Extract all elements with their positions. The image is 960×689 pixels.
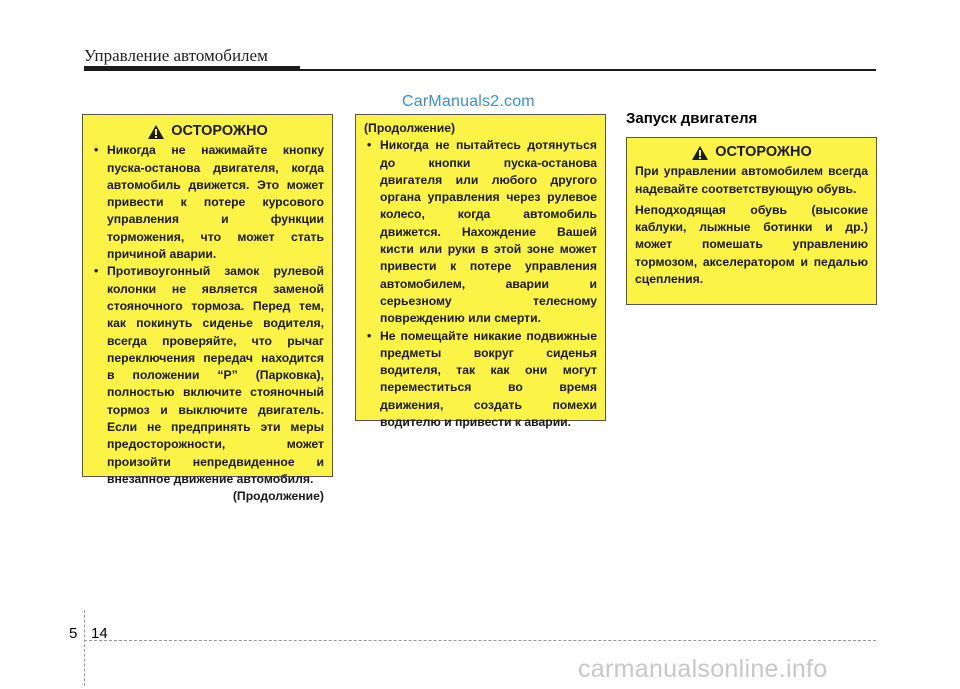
continued-label: (Продолжение) xyxy=(232,489,324,504)
warning-box-middle xyxy=(355,114,606,430)
warning-item: • Никогда не пытайтесь дотянуться до кнопки пуска-останова двигателя или любого другого органа управления через рулевое колесо, когда автомобиль движется. Нахождение Вашей кисти или руки в этой зоне может привести к потере управления автомобилем, аварии и серьезному телесному повреждению или смерти. xyxy=(364,137,597,327)
warning-triangle-icon xyxy=(147,124,165,140)
section-title: Запуск двигателя xyxy=(626,110,758,127)
chapter-number: 5 xyxy=(69,625,78,642)
warning-item: • Никогда не нажимайте кнопку пуска-останова двигателя, когда автомобиль движется. Это может привести к потере курсового управления и функции торможения, что может стать причиной аварии. xyxy=(91,142,324,263)
header-rule-thin xyxy=(300,69,876,71)
warning-item: • Не помещайте никакие подвижные предметы вокруг сиденья водителя, так как они могут переместиться во время движения, создать помехи водителю и привести к аварии. xyxy=(364,328,597,432)
warning-item: • Противоугонный замок рулевой колонки не является заменой стояночного тормоза. Перед тем, как покинуть сиденье водителя, всегда проверяйте, что рычаг переключения передач находится в положении “P” (Парковка), полностью включите стояночный тормоз и выключите двигатель. Если не предпринять эти меры предосторожности, может произойти непредвиденное и внезапное движение автомобиля. xyxy=(91,263,324,488)
footer-rule xyxy=(84,640,876,641)
warning-title: ОСТОРОЖНО xyxy=(171,123,268,139)
page-number: 14 xyxy=(91,625,108,642)
warning-title: ОСТОРОЖНО xyxy=(715,144,812,160)
warning-paragraph: Неподходящая обувь (высокие каблуки, лыжные ботинки и др.) может помешать управлению тормозом, акселератором и педалью сцепления. xyxy=(635,202,868,287)
continued-label: (Продолжение) xyxy=(364,121,456,135)
watermark-bottom[interactable]: carmanualsonline.info xyxy=(578,655,828,683)
header-rule-thick xyxy=(84,66,300,71)
warning-triangle-icon xyxy=(691,145,709,161)
warning-box-left xyxy=(82,114,333,504)
watermark-top[interactable]: CarManuals2.com xyxy=(402,93,535,110)
header-title: Управление автомобилем xyxy=(84,46,268,65)
warning-heading xyxy=(635,144,868,161)
warning-paragraph: При управлении автомобилем всегда надевайте соответствующую обувь. xyxy=(635,164,868,196)
warning-heading xyxy=(91,123,324,140)
footer-divider xyxy=(84,610,85,686)
warning-box-right xyxy=(626,137,877,305)
